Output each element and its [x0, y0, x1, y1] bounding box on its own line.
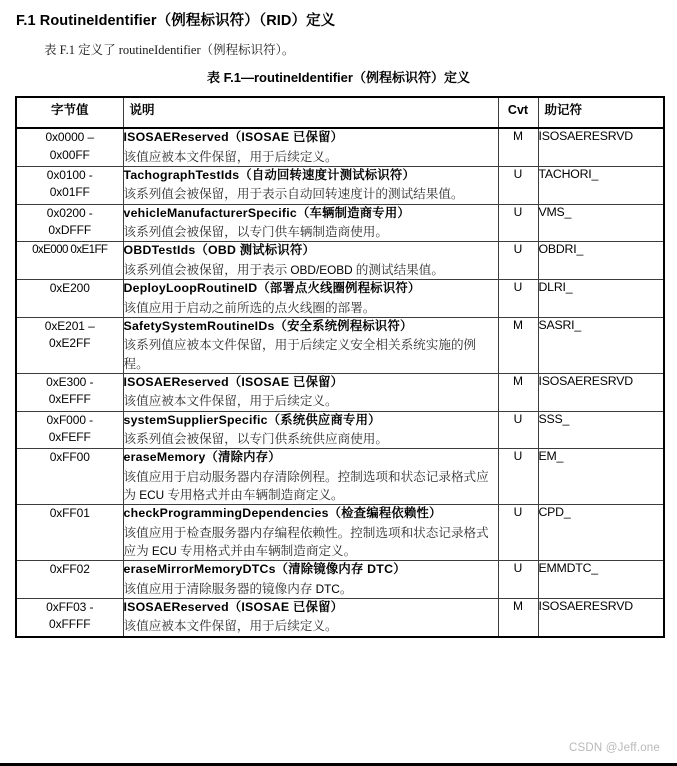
description-title: ISOSAEReserved（ISOSAE 已保留） — [123, 374, 344, 389]
description-body: 该值应被本文件保留，用于后续定义。 — [123, 619, 338, 634]
description-body: 该值应用于启动之前所选的点火线圈的部署。 — [123, 300, 376, 315]
table-caption: 表 F.1—routineIdentifier（例程标识符）定义 — [207, 70, 470, 86]
intro-paragraph: 表 F.1 定义了 routineIdentifier（例程标识符）。 — [44, 42, 295, 57]
cell-description — [123, 204, 498, 242]
cell-cvt: M — [498, 373, 538, 411]
description-title: OBDTestIds（OBD 测试标识符） — [123, 243, 316, 258]
routine-identifier-table — [15, 96, 665, 637]
description-body: 该系列值会被保留，以专门供系统供应商使用。 — [123, 431, 388, 446]
cell-byte-value: 0xFF03 - 0xFFFF — [16, 598, 123, 636]
table-header-row — [16, 97, 664, 128]
cell-cvt: M — [498, 128, 538, 166]
description-title: DeployLoopRoutineID（部署点火线圈例程标识符） — [123, 281, 421, 296]
cell-byte-value: 0xE300 - 0xEFFF — [16, 373, 123, 411]
column-header-cvt: Cvt — [498, 97, 538, 128]
cell-description — [123, 317, 498, 373]
cell-description — [123, 561, 498, 599]
cell-cvt: U — [498, 242, 538, 280]
table-row — [16, 373, 664, 411]
cell-mnemonic: EMMDTC_ — [538, 561, 664, 599]
cell-description — [123, 598, 498, 636]
cell-cvt: U — [498, 280, 538, 318]
cell-cvt: U — [498, 561, 538, 599]
description-body: 该值应被本文件保留，用于后续定义。 — [123, 149, 338, 164]
table-row — [16, 280, 664, 318]
section-heading: F.1 RoutineIdentifier（例程标识符）（RID）定义 — [16, 13, 336, 29]
cell-byte-value: 0xE200 — [16, 280, 123, 318]
cell-byte-value: 0xFF02 — [16, 561, 123, 599]
cell-mnemonic: ISOSAERESRVD — [538, 373, 664, 411]
cell-description — [123, 280, 498, 318]
cell-description — [123, 449, 498, 505]
description-title: TachographTestIds（自动回转速度计测试标识符） — [123, 168, 416, 183]
table-body — [16, 128, 664, 636]
table-row — [16, 411, 664, 449]
cell-byte-value: 0xE000 0xE1FF — [16, 242, 123, 280]
cell-mnemonic: SSS_ — [538, 411, 664, 449]
table-row — [16, 449, 664, 505]
description-title: SafetySystemRoutineIDs（安全系统例程标识符） — [123, 318, 413, 333]
cell-byte-value: 0x0100 - 0x01FF — [16, 167, 123, 205]
description-body: 该值应用于启动服务器内存清除例程。控制选项和状态记录格式应为 ECU 专用格式并由车辆制造商定义。 — [123, 469, 489, 502]
table-row — [16, 598, 664, 636]
cell-byte-value: 0x0000 – 0x00FF — [16, 128, 123, 166]
table-row — [16, 167, 664, 205]
cell-byte-value: 0xFF01 — [16, 505, 123, 561]
cell-byte-value: 0x0200 - 0xDFFF — [16, 204, 123, 242]
cell-description — [123, 242, 498, 280]
description-body: 该系列值会被保留，用于表示自动回转速度计的测试结果值。 — [123, 187, 464, 202]
description-title: eraseMemory（清除内存） — [123, 450, 281, 465]
cell-cvt: U — [498, 411, 538, 449]
watermark: CSDN @Jeff.one — [569, 742, 660, 754]
cell-mnemonic: TACHORI_ — [538, 167, 664, 205]
cell-cvt: U — [498, 505, 538, 561]
description-title: ISOSAEReserved（ISOSAE 已保留） — [123, 599, 344, 614]
cell-mnemonic: EM_ — [538, 449, 664, 505]
cell-mnemonic: CPD_ — [538, 505, 664, 561]
description-title: vehicleManufacturerSpecific（车辆制造商专用） — [123, 205, 410, 220]
cell-byte-value: 0xE201 – 0xE2FF — [16, 317, 123, 373]
description-title: eraseMirrorMemoryDTCs（清除镜像内存 DTC） — [123, 562, 406, 577]
cell-mnemonic: ISOSAERESRVD — [538, 128, 664, 166]
table-row — [16, 561, 664, 599]
description-body: 该系列值会被保留，以专门供车辆制造商使用。 — [123, 225, 388, 240]
table-row — [16, 505, 664, 561]
cell-mnemonic: VMS_ — [538, 204, 664, 242]
cell-description — [123, 411, 498, 449]
cell-mnemonic: DLRI_ — [538, 280, 664, 318]
cell-description — [123, 167, 498, 205]
description-body: 该值应用于清除服务器的镜像内存 DTC。 — [123, 581, 353, 596]
cell-mnemonic: SASRI_ — [538, 317, 664, 373]
description-body: 该系列值会被保留，用于表示 OBD/EOBD 的测试结果值。 — [123, 262, 444, 277]
cell-mnemonic: ISOSAERESRVD — [538, 598, 664, 636]
description-title: systemSupplierSpecific（系统供应商专用） — [123, 412, 381, 427]
description-title: ISOSAEReserved（ISOSAE 已保留） — [123, 130, 344, 145]
description-body: 该值应被本文件保留，用于后续定义。 — [123, 394, 338, 409]
cell-cvt: M — [498, 598, 538, 636]
column-header-mnemonic: 助记符 — [538, 97, 664, 128]
cell-cvt: M — [498, 317, 538, 373]
cell-byte-value: 0xFF00 — [16, 449, 123, 505]
cell-cvt: U — [498, 204, 538, 242]
column-header-description: 说明 — [123, 97, 498, 128]
table-row — [16, 242, 664, 280]
cell-cvt: U — [498, 167, 538, 205]
description-body: 该系列值应被本文件保留，用于后续定义安全相关系统实施的例程。 — [123, 338, 477, 371]
cell-description — [123, 373, 498, 411]
cell-byte-value: 0xF000 - 0xFEFF — [16, 411, 123, 449]
cell-description — [123, 505, 498, 561]
table-row — [16, 317, 664, 373]
table-container — [0, 96, 677, 637]
description-body: 该值应用于检查服务器内存编程依赖性。控制选项和状态记录格式应为 ECU 专用格式并由车辆制造商定义。 — [123, 525, 489, 558]
description-title: checkProgrammingDependencies（检查编程依赖性） — [123, 506, 442, 521]
cell-cvt: U — [498, 449, 538, 505]
table-row — [16, 204, 664, 242]
column-header-byte-value: 字节值 — [16, 97, 123, 128]
table-row — [16, 128, 664, 166]
cell-description — [123, 128, 498, 166]
cell-mnemonic: OBDRI_ — [538, 242, 664, 280]
